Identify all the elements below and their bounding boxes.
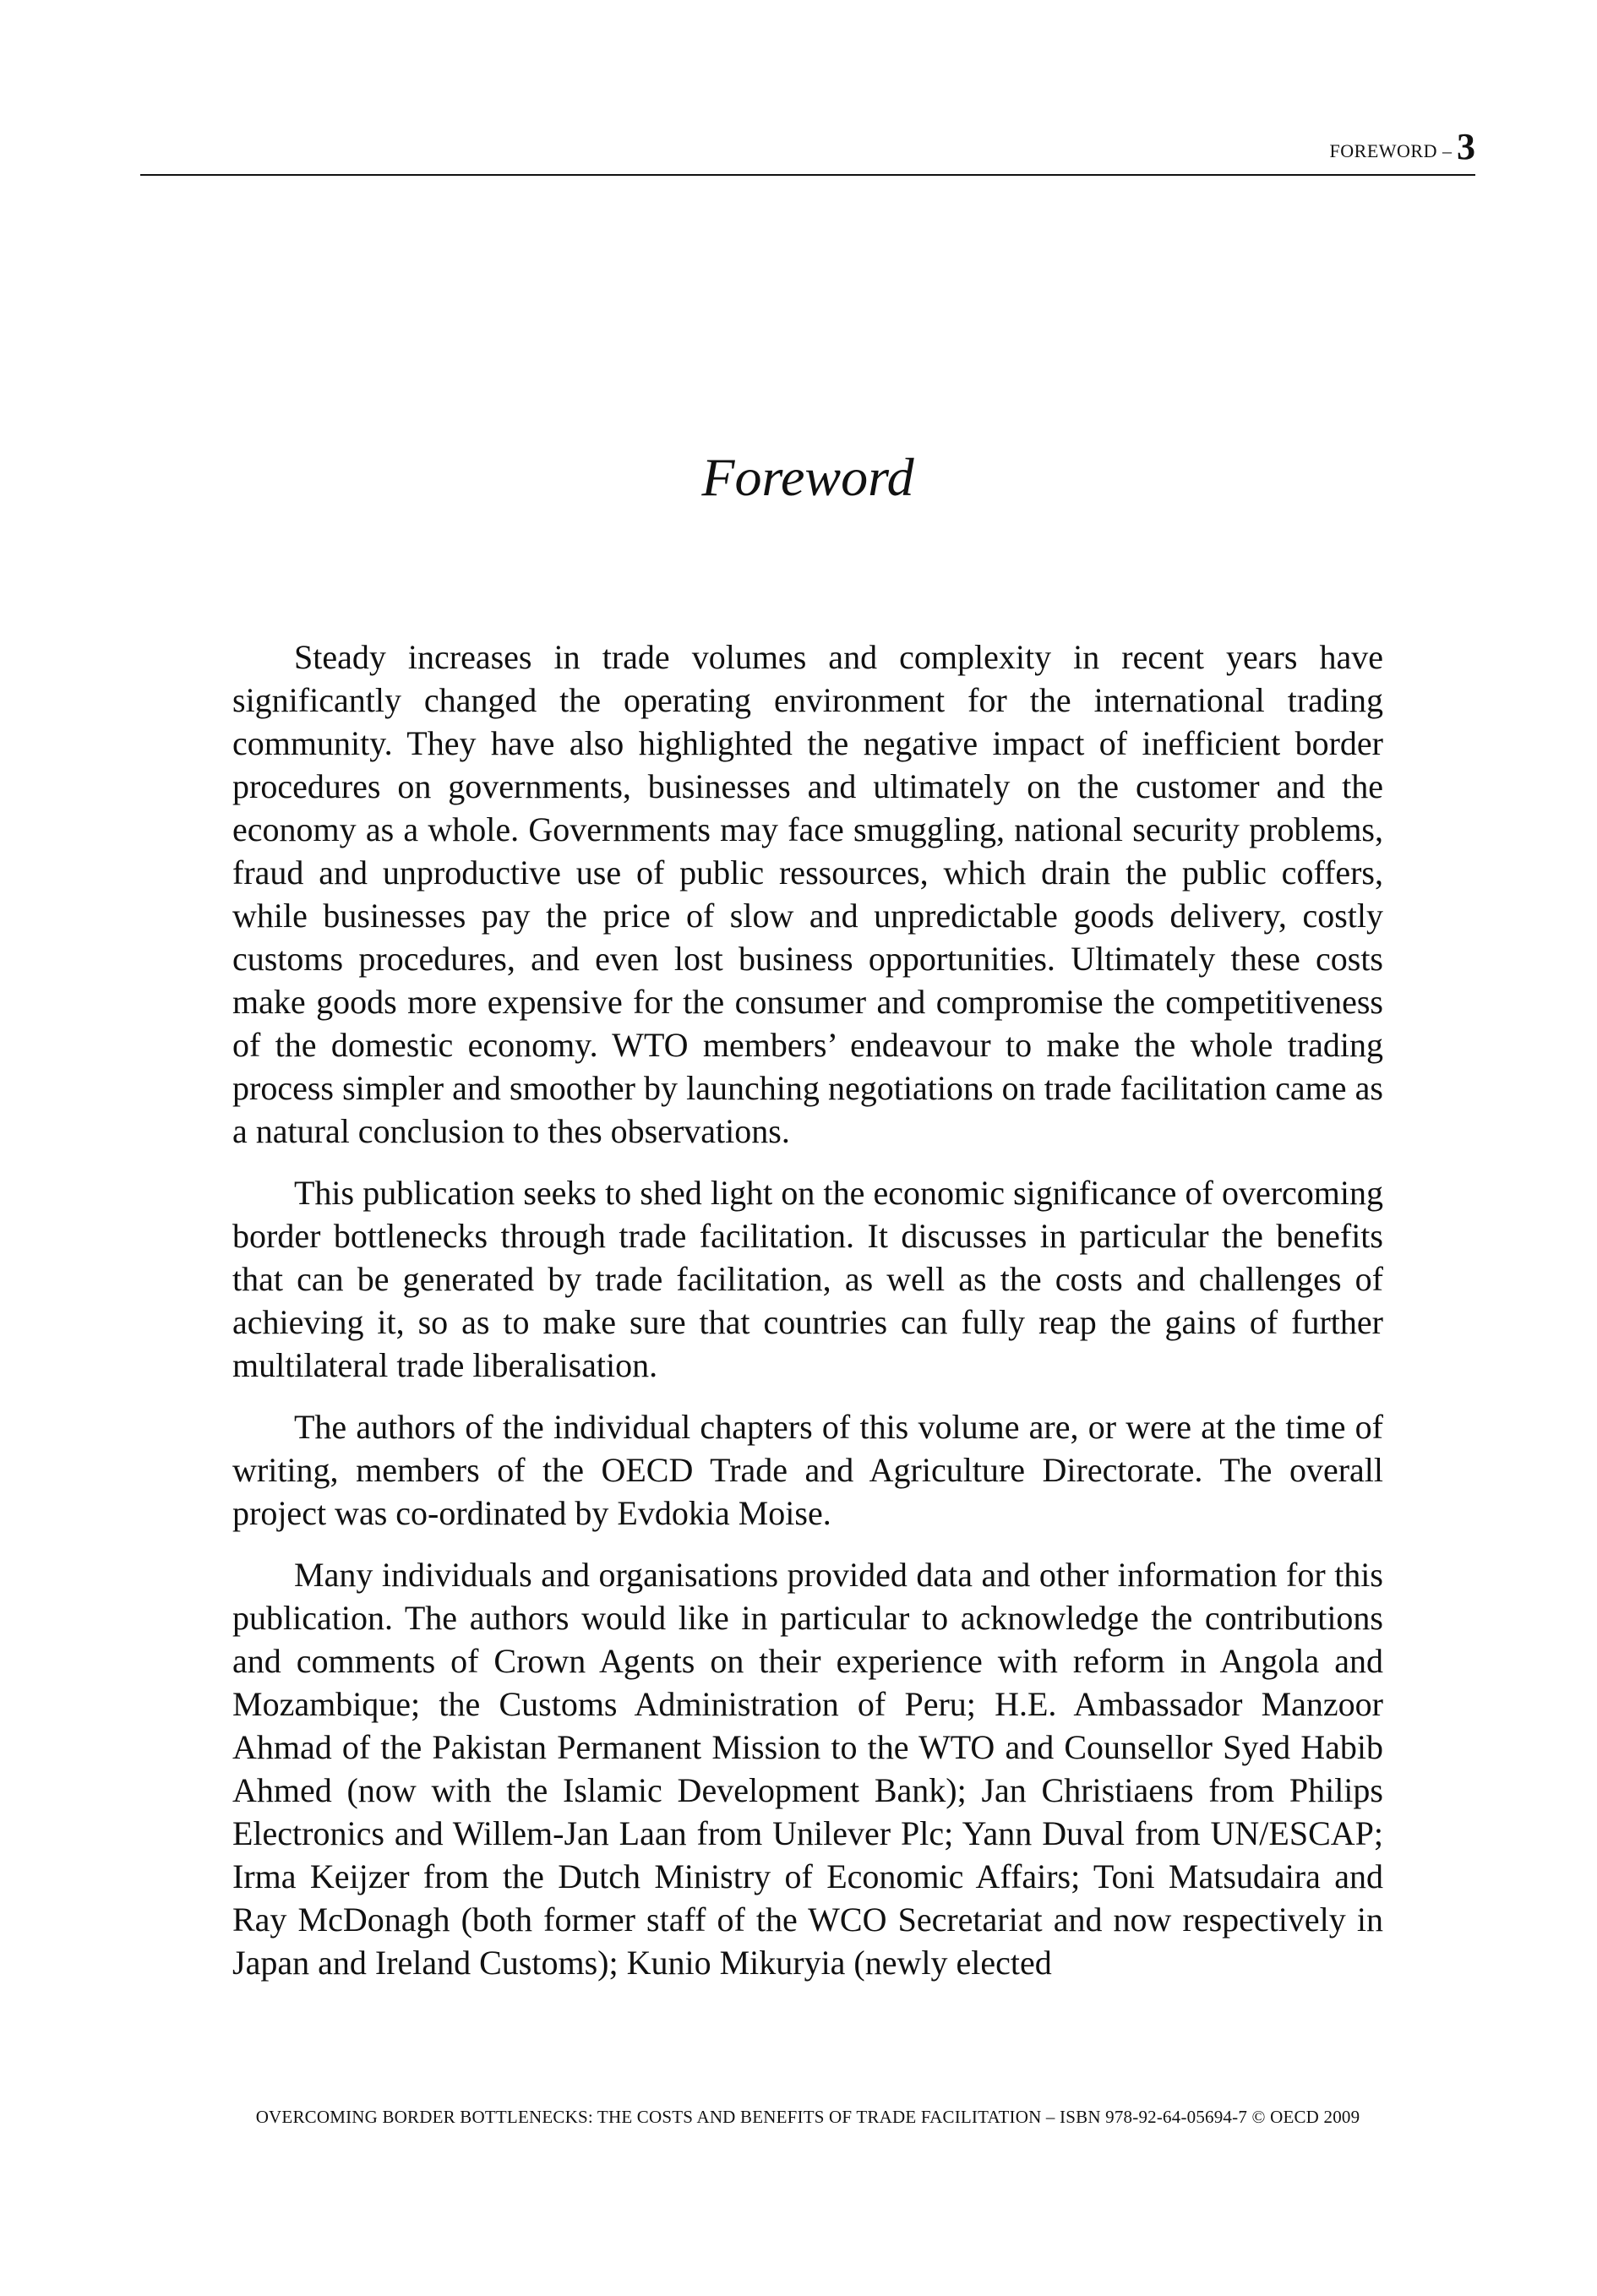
paragraph-2: This publication seeks to shed light on the economic significance of overcoming border bottlenecks through trade facilitation. It discusses in particular the benefits that can be generated by trade facilitation, as well as the costs and challenges of achieving it, so as to make sure that countries can fully reap the gains of further multilateral trade liberalisation. [232,1174,1383,1384]
paragraph-1: Steady increases in trade volumes and complexity in recent years have significantly changed the operating environment for the international trading community. They have also highlighted the negative impact of inefficient border procedures on governments, businesses and ultimately on the customer and the economy as a whole. Governments may face smuggling, national security problems, fraud and unproductive use of public ressources, which drain the public coffers, while businesses pay the price of slow and unpredictable goods delivery, costly customs procedures, and even lost business opportunities. Ultimately these costs make goods more expensive for the consumer and compromise the competitiveness of the domestic economy. WTO members’ endeavour to make the whole trading process simpler and smoother by launching negotiations on trade facilitation came as a natural conclusion to thes observations. [232,638,1383,1150]
paragraph-3: The authors of the individual chapters of this volume are, or were at the time of writing, members of the OECD Trade and Agriculture Directorate. The overall project was co-ordinated by Evdokia Moise. [232,1408,1383,1532]
paragraph-4: Many individuals and organisations provided data and other information for this publication. The authors would like in particular to acknowledge the contributions and comments of Crown Agents on their experience with reform in Angola and Mozambique; the Customs Administration of Peru; H.E. Ambassador Manzoor Ahmad of the Pakistan Permanent Mission to the WTO and Counsellor Syed Habib Ahmed (now with the Islamic Development Bank); Jan Christiaens from Philips Electronics and Willem-Jan Laan from Unilever Plc; Yann Duval from UN/ESCAP; Irma Keijzer from the Dutch Ministry of Economic Affairs; Toni Matsudaira and Ray McDonagh (both former staff of the WCO Secretariat and now respectively in Japan and Ireland Customs); Kunio Mikuryia (newly elected [232,1556,1383,1982]
page-number: 3 [1457,126,1475,167]
body-text [232,635,1383,2003]
section-label: FOREWORD – [1329,140,1453,161]
page-title: Foreword [701,447,914,507]
header-rule [140,174,1475,176]
page-footer: OVERCOMING BORDER BOTTLENECKS: THE COSTS AND BENEFITS OF TRADE FACILITATION – ISBN 978-92-64-05694-7 © OECD 2009 [255,2107,1360,2127]
running-header [140,127,1475,167]
